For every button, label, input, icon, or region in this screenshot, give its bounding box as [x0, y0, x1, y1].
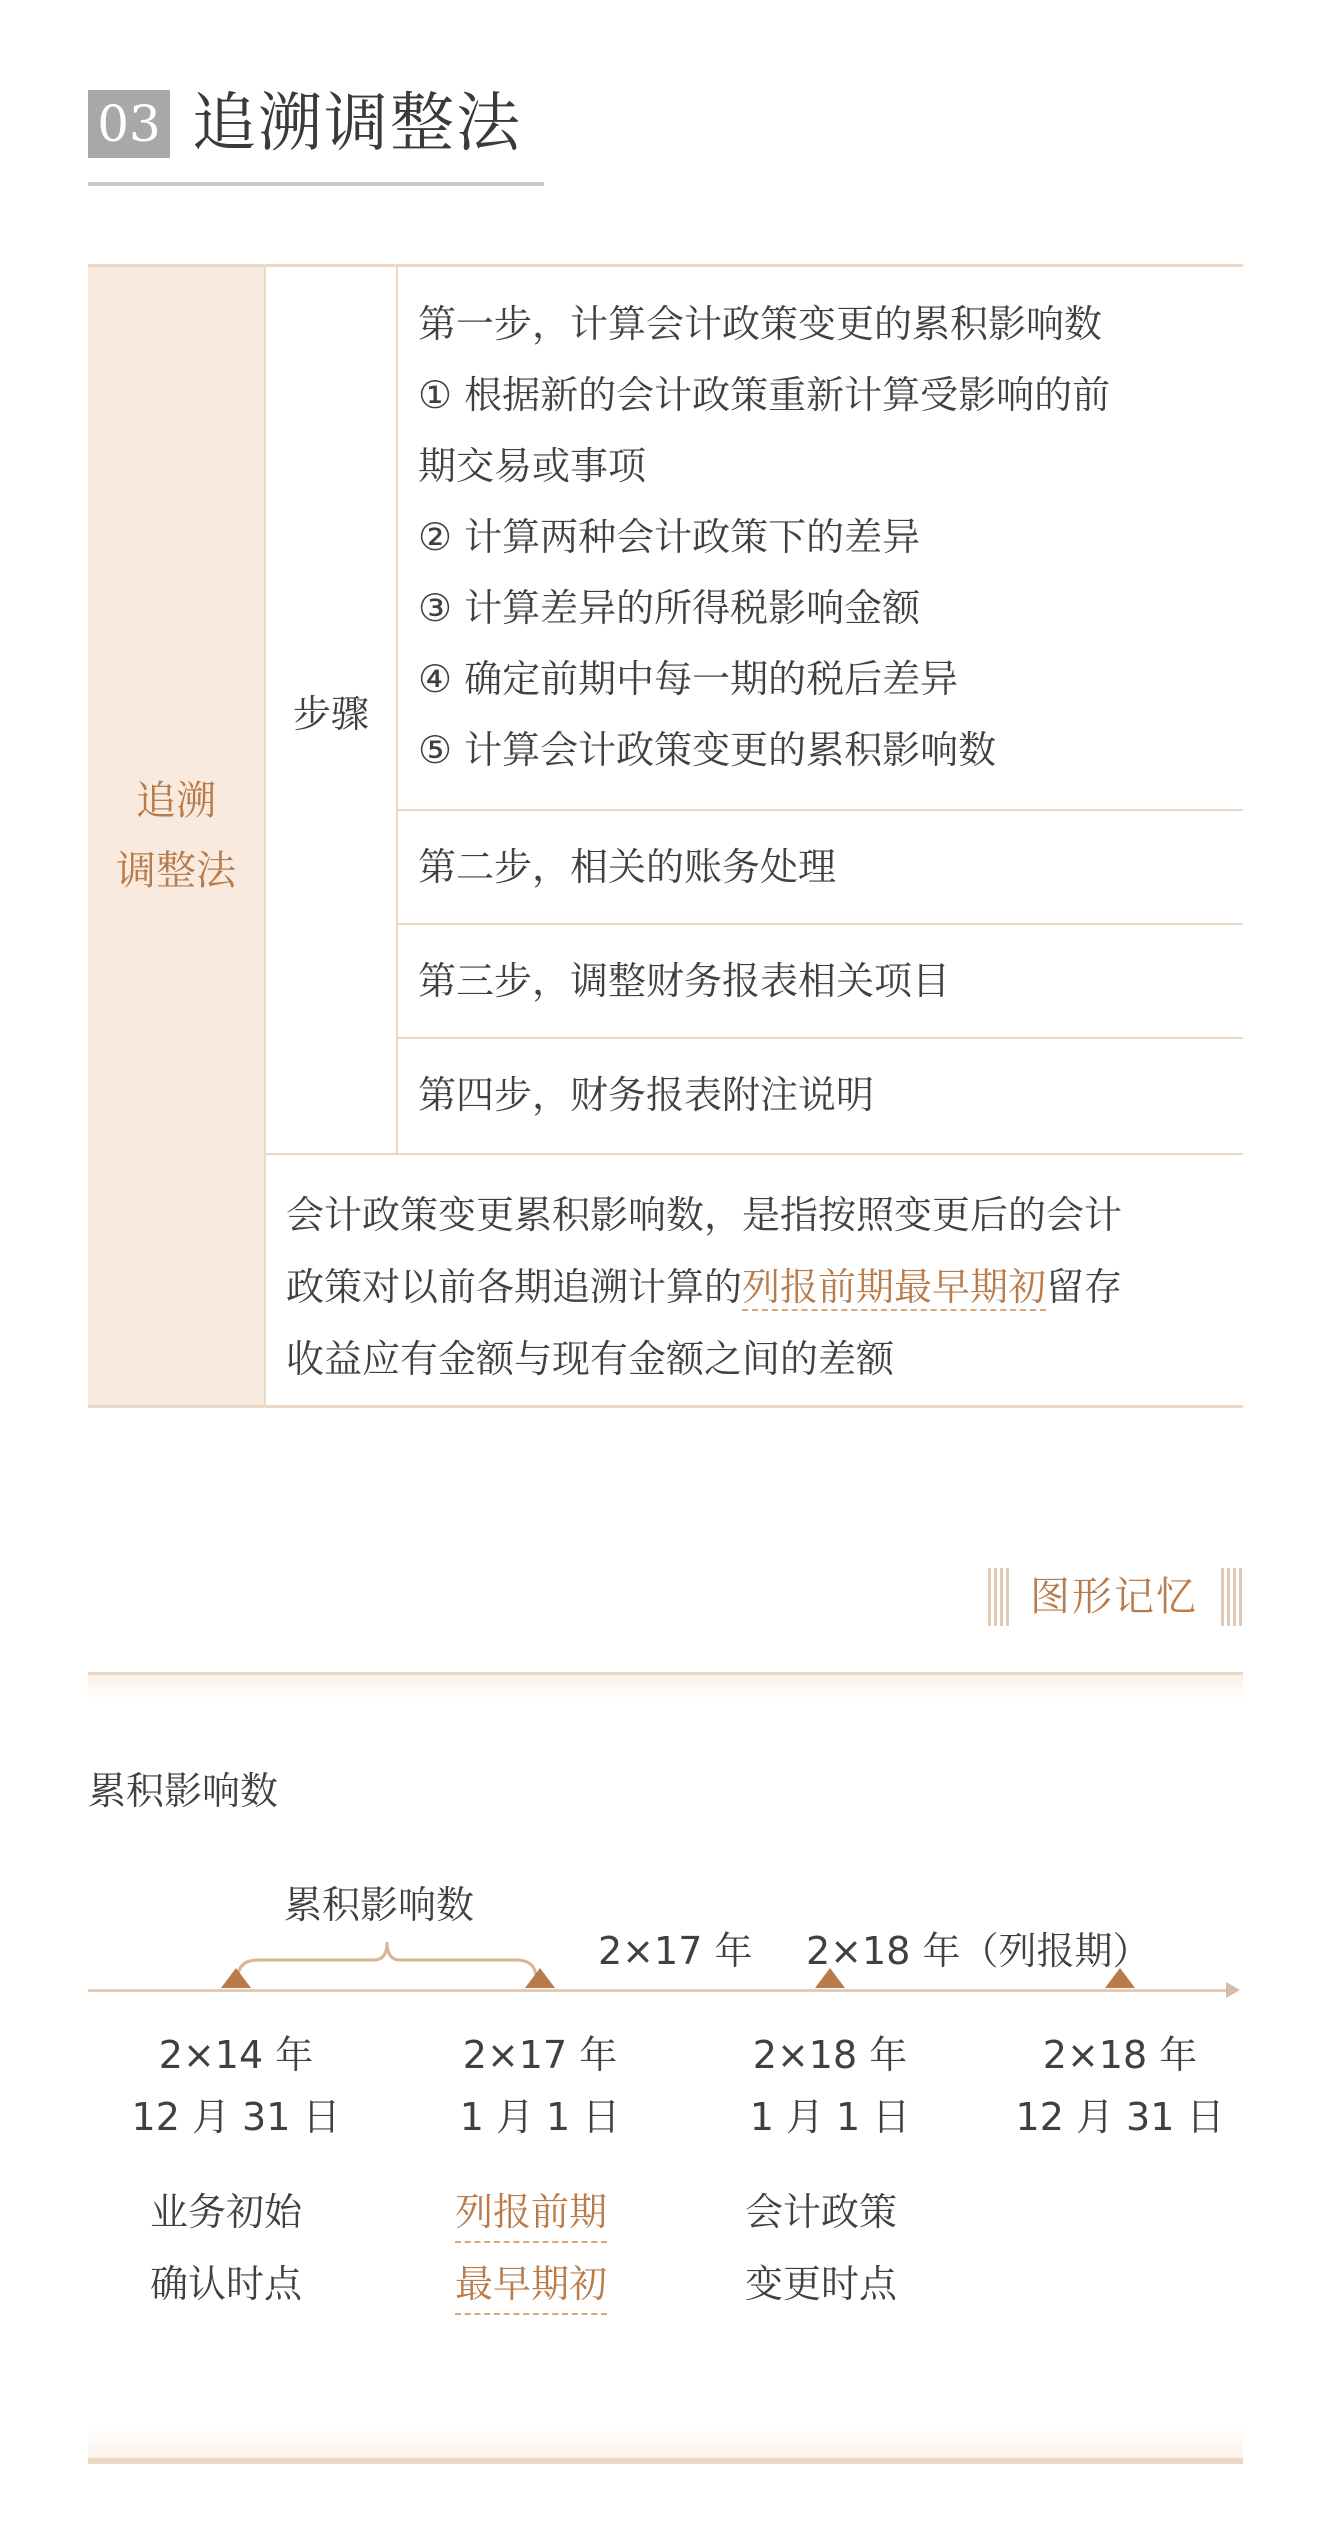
timeline-date: 2×17 年 1 月 1 日 [459, 2033, 621, 2139]
method-table [88, 264, 1243, 1408]
timeline-date: 2×18 年 1 月 1 日 [749, 2033, 911, 2139]
graphic-memory-tag [988, 1568, 1243, 1626]
step-line: ④ 确定前期中每一期的税后差异 [418, 657, 959, 701]
step-2-row: 第二步，相关的账务处理 [398, 811, 1243, 925]
step-line: 第一步，计算会计政策变更的累积影响数 [418, 302, 1103, 346]
highlight-term: 列报前期最早期初 [742, 1265, 1047, 1309]
header-underline [88, 182, 544, 186]
footer-divider [88, 2458, 1243, 2464]
tag-stripes-right [1221, 1568, 1243, 1626]
steps-list [398, 267, 1243, 1153]
steps-cell [266, 267, 398, 1153]
footer-shade [88, 2428, 1243, 2458]
tag-label: 图形记忆 [1030, 1574, 1198, 1620]
timeline-description-highlight: 列报前期 最早期初 [455, 2176, 695, 2320]
step-line: ⑤ 计算会计政策变更的累积影响数 [418, 728, 997, 772]
period-2017-label: 2×17 年 [598, 1929, 753, 1973]
step-4-row: 第四步，财务报表附注说明 [418, 1073, 875, 1117]
step-1-row [398, 267, 1243, 811]
step-line: ② 计算两种会计政策下的差异 [418, 515, 921, 559]
step-line: ① 根据新的会计政策重新计算受影响的前 [418, 373, 1111, 417]
section-title: 追溯调整法 [192, 87, 522, 161]
curly-brace-icon [236, 1940, 538, 1980]
period-2018-label: 2×18 年（列报期） [806, 1929, 1151, 1973]
timeline-description: 会计政策 变更时点 [745, 2190, 898, 2306]
step-line: 期交易或事项 [418, 444, 647, 488]
section-number: 03 [88, 90, 170, 158]
timeline-axis [88, 1989, 1228, 1992]
step-3-row: 第三步，调整财务报表相关项目 [398, 925, 1243, 1039]
divider-shade [88, 1675, 1243, 1701]
timeline-date: 2×14 年 12 月 31 日 [131, 2033, 341, 2139]
marker-triangle-icon [221, 1968, 251, 1988]
brace-label: 累积影响数 [284, 1883, 475, 1927]
timeline-date: 2×18 年 12 月 31 日 [1015, 2033, 1225, 2139]
marker-triangle-icon [815, 1968, 845, 1988]
marker-triangle-icon [1105, 1968, 1135, 1988]
marker-triangle-icon [525, 1968, 555, 1988]
step-line: ③ 计算差异的所得税影响金额 [418, 586, 921, 630]
tag-stripes-left [988, 1568, 1010, 1626]
method-label: 追溯 调整法 [116, 778, 236, 894]
section-header [88, 82, 544, 186]
steps-label: 步骤 [292, 691, 369, 736]
method-cell [88, 267, 266, 1405]
diagram-title: 累积影响数 [88, 1769, 279, 1813]
definition-cell: 会计政策变更累积影响数，是指按照变更后的会计 政策对以前各期追溯计算的列报前期最早期初留存 收益应有金额与现有金额之间的差额 [266, 1153, 1243, 1405]
arrow-right-icon [1226, 1982, 1240, 1998]
timeline-description: 业务初始 确认时点 [150, 2190, 303, 2306]
